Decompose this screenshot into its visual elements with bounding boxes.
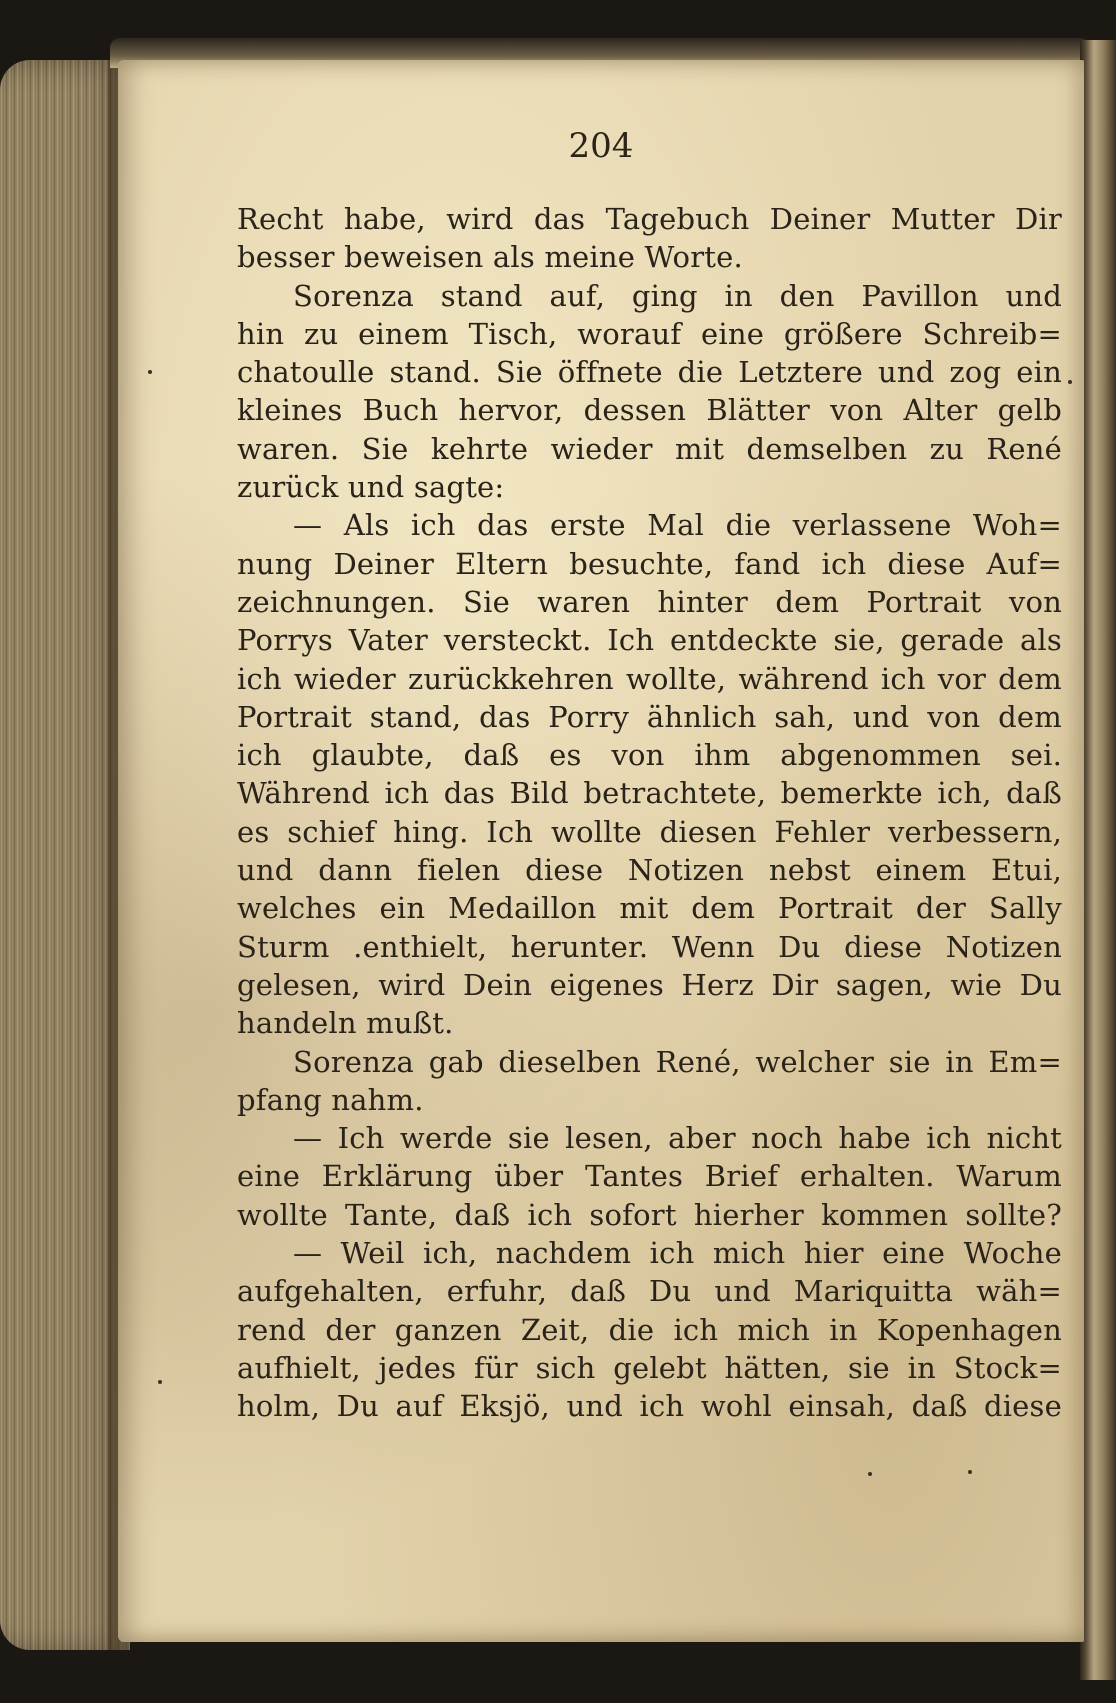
book-binding [1080, 40, 1116, 1680]
paper-speck [968, 1470, 972, 1474]
text-line: zeichnungen. Sie waren hinter dem Portrait von [237, 584, 1062, 619]
text-line: gelesen, wird Dein eigenes Herz Dir sagen, wie Du [237, 967, 1062, 1002]
text-line: Portrait stand, das Porry ähnlich sah, und von dem [237, 699, 1062, 734]
text-line: nung Deiner Eltern besuchte, fand ich diese Auf= [237, 546, 1062, 581]
text-line: — Ich werde sie lesen, aber noch habe ich nicht [293, 1121, 1062, 1156]
text-line: welches ein Medaillon mit dem Portrait der Sally [237, 891, 1062, 926]
text-line: ich glaubte, daß es von ihm abgenommen sei. [237, 738, 1062, 773]
text-line: Sorenza stand auf, ging in den Pavillon und [293, 278, 1062, 313]
text-line: handeln mußt. [237, 1006, 454, 1041]
page-edge-stack [0, 60, 130, 1650]
text-line: ich wieder zurückkehren wollte, während ich vor dem [237, 661, 1062, 696]
text-line: holm, Du auf Eksjö, und ich wohl einsah, daß diese [237, 1389, 1062, 1424]
text-line: aufhielt, jedes für sich gelebt hätten, sie in Stock= [237, 1350, 1062, 1385]
paper-speck [158, 1380, 162, 1384]
text-line: wollte Tante, daß ich sofort hierher kommen sollte? [237, 1197, 1062, 1232]
text-line: aufgehalten, erfuhr, daß Du und Mariquitta wäh= [237, 1274, 1062, 1309]
book-page [118, 60, 1084, 1642]
page-number: 204 [568, 126, 634, 166]
paper-speck [868, 1472, 872, 1476]
text-line: Sturm .enthielt, herunter. Wenn Du diese Notizen [237, 929, 1062, 964]
text-line: Recht habe, wird das Tagebuch Deiner Mutter Dir [237, 202, 1062, 236]
text-line: es schief hing. Ich wollte diesen Fehler verbessern, [237, 814, 1062, 849]
page-body-text [237, 200, 1062, 1426]
paper-speck [1068, 380, 1072, 384]
text-line: Porrys Vater versteckt. Ich entdeckte sie, gerade als [237, 623, 1062, 658]
text-line: hin zu einem Tisch, worauf eine größere Schreib= [237, 316, 1062, 351]
text-line: — Als ich das erste Mal die verlassene Woh= [293, 508, 1062, 543]
text-line: eine Erklärung über Tantes Brief erhalten. Warum [237, 1159, 1062, 1194]
text-line: und dann fielen diese Notizen nebst einem Etui, [237, 853, 1062, 888]
text-line: waren. Sie kehrte wieder mit demselben zu René [237, 431, 1062, 466]
text-line: pfang nahm. [237, 1082, 424, 1117]
text-line: — Weil ich, nachdem ich mich hier eine Woche [293, 1236, 1062, 1271]
paper-speck [148, 370, 152, 374]
text-line: chatoulle stand. Sie öffnete die Letztere und zog ein [237, 355, 1062, 390]
text-line: Während ich das Bild betrachtete, bemerkte ich, daß [237, 776, 1062, 811]
text-line: besser beweisen als meine Worte. [237, 240, 743, 275]
text-line: kleines Buch hervor, dessen Blätter von Alter gelb [237, 393, 1062, 428]
text-line: zurück und sagte: [237, 470, 505, 505]
text-line: Sorenza gab dieselben René, welcher sie in Em= [293, 1044, 1062, 1079]
text-line: rend der ganzen Zeit, die ich mich in Kopenhagen [237, 1312, 1062, 1347]
